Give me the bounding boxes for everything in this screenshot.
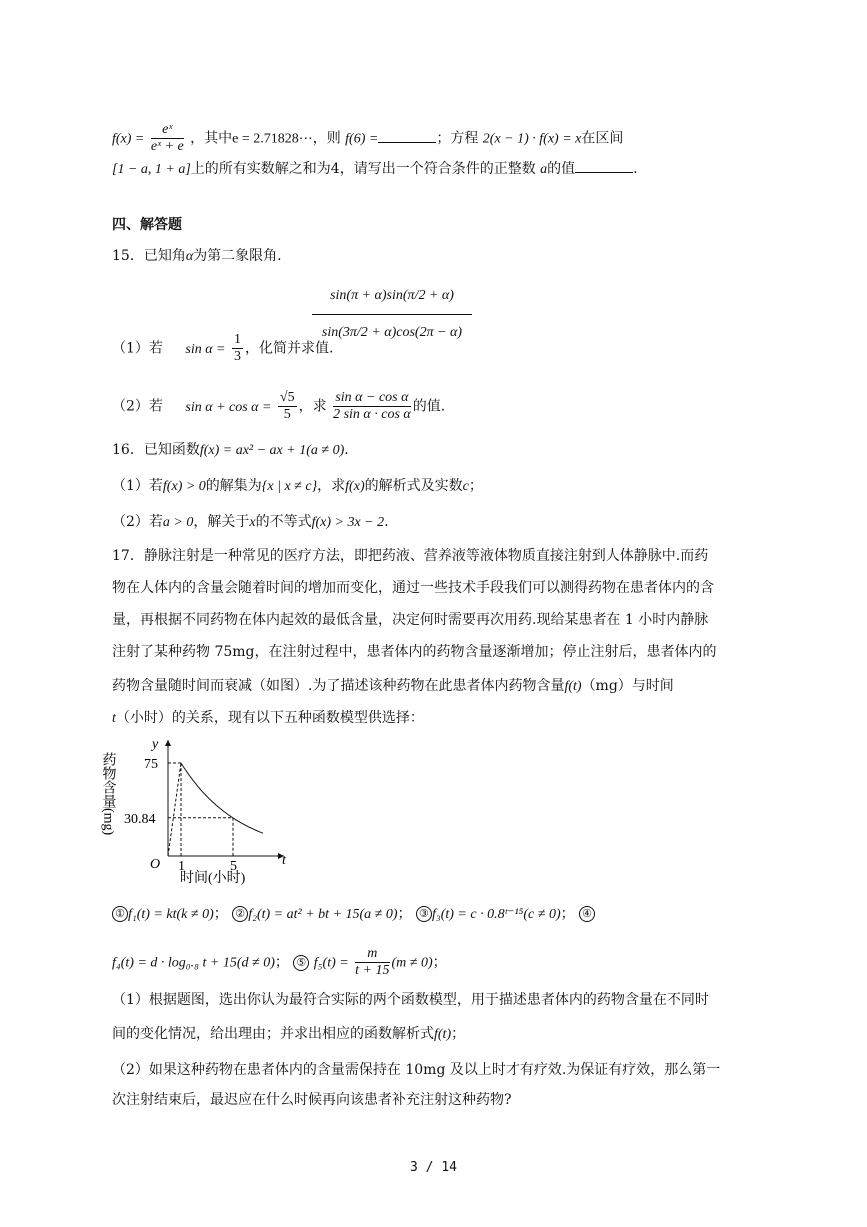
- q17-line1: 17．静脉注射是一种常见的医疗方法，即把药液、营养液等液体物质直接注射到人体静脉中.而药: [112, 548, 709, 564]
- q17-line4: 注射了某种药物 75mg，在注射过程中，患者体内的药物含量逐渐增加；停止注射后，患者体内的: [112, 644, 717, 660]
- y-tick-label: 30.84: [124, 811, 156, 827]
- q17-line5: 药物含量随时间而衰减（如图）.为了描述该种药物在此患者体内药物含量f(t)（mg）与时间: [112, 678, 674, 694]
- q16-part2: （2）若a > 0，解关于x的不等式f(x) > 3x − 2.: [112, 514, 389, 530]
- q17-models-line1: ① f₁(t) = kt(k ≠ 0)； ② f₂(t) = at² + bt + 15(a ≠ 0)； ③ f₃(t) = c · 0.8ᵗ⁻¹⁵(c ≠ 0)； ④: [112, 904, 595, 925]
- q17-part2-line1: （2）如果这种药物在患者体内的含量需保持在 10mg 及以上时才有疗效.为保证有疗效，那么第一: [112, 1062, 721, 1078]
- q17-line2: 物在人体内的含量会随着时间的增加而变化，通过一些技术手段我们可以测得药物在患者体内的含: [112, 580, 714, 596]
- q16-part1: （1）若f(x) > 0的解集为{x | x ≠ c}，求f(x)的解析式及实数c；: [112, 478, 483, 494]
- section-heading: 四、解答题: [112, 217, 182, 233]
- answer-blank-2[interactable]: [575, 158, 633, 173]
- q14-line2: [1 − a, 1 + a]上的所有实数解之和为4，请写出一个符合条件的正整数 a的值 .: [112, 158, 638, 180]
- q17-part1-line1: （1）根据题图，选出你认为最符合实际的两个函数模型，用于描述患者体内的药物含量在不同时: [112, 992, 709, 1008]
- q16-intro: 16．已知函数f(x) = ax² − ax + 1(a ≠ 0).: [112, 442, 349, 458]
- y-axis-label: 药物含量(mg): [100, 752, 116, 836]
- q17-part2-line2: 次注射结束后，最迟应在什么时候再向该患者补充注射这种药物?: [112, 1092, 512, 1108]
- q17-models-line2: f₄(t) = d · log₀.₈ t + 15(d ≠ 0)； ⑤ f₅(t) = $\frac{m}{t + 15}$ (m ≠ 0)；: [112, 946, 447, 978]
- q14-equation: 2(x − 1) · f(x) = x: [482, 131, 582, 147]
- q15-part2: （2）若 sin α + cos α = $\frac{√5}{5}$ ，求 $\frac{\text{sin α − cos α}}{\text{2 sin α · cos α}}$ 的值.: [112, 390, 446, 422]
- q17-line3: 量，再根据不同药物在体内起效的最低含量，决定何时需要再次用药.现给某患者在 1 小时内静脉: [112, 612, 709, 628]
- y-axis-name: y: [152, 737, 159, 752]
- q14-line1: f(x) = $\frac{\text{eˣ}}{\text{eˣ + e}}$ ，其中e = 2.71828⋯，则 f(6) = ；方程 2(x − 1) · f(x) = x在区间: [112, 122, 624, 154]
- q17-line6: t（小时）的关系，现有以下五种函数模型供选择：: [112, 710, 424, 726]
- x-axis-label: 时间(小时): [180, 871, 246, 886]
- q14-fx-label: f(x) =: [112, 131, 145, 147]
- q15-part1: （1）若 sin α = $\frac{1}{3}$ ，化简并求值.: [112, 332, 334, 364]
- page-number: 3 / 14: [410, 1160, 457, 1175]
- x-tick-label: 5: [230, 859, 237, 874]
- x-tick-label: 1: [178, 859, 185, 874]
- drug-content-chart: [100, 732, 300, 892]
- q17-part1-line2: 间的变化情况，给出理由；并求出相应的函数解析式f(t)；: [112, 1026, 466, 1042]
- y-tick-label: 75: [144, 757, 158, 772]
- x-axis-name: t: [282, 853, 286, 868]
- decay-curve: [181, 763, 263, 833]
- q15-big-fraction: sin(π + α)sin(π/2 + α) sin(3π/2 + α)cos(2π − α): [312, 282, 472, 341]
- answer-blank-1[interactable]: [378, 128, 436, 143]
- origin-label: O: [150, 857, 161, 872]
- q15-intro: 15．已知角α为第二象限角.: [112, 248, 282, 264]
- q14-fraction: $\frac{\text{eˣ}}{\text{eˣ + e}}$: [150, 122, 184, 154]
- injection-segment: [168, 763, 181, 856]
